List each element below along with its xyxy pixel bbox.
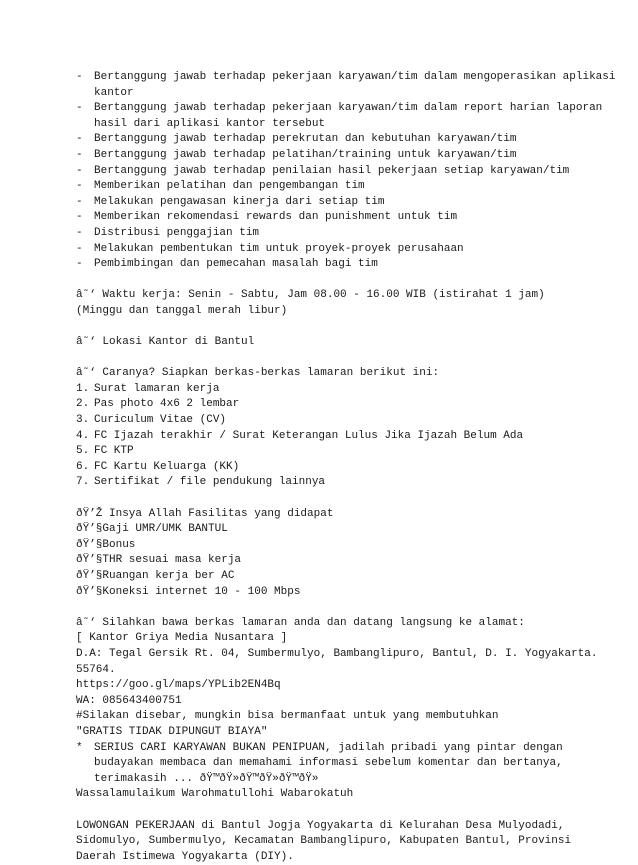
maps-link[interactable]: https://goo.gl/maps/YPLib2EN4Bq [76, 678, 616, 694]
list-item: - Pembimbingan dan pemecahan masalah bagi tim [76, 257, 616, 273]
list-item: - Melakukan pembentukan tim untuk proyek-proyek perusahaan [76, 242, 616, 258]
list-item: 3. Curiculum Vitae (CV) [76, 413, 616, 429]
work-time-line: â˜‘ Waktu kerja: Senin - Sabtu, Jam 08.00 - 16.00 WIB (istirahat 1 jam) [76, 288, 616, 304]
share-note: #Silakan disebar, mungkin bisa bermanfaat untuk yang membutuhkan [76, 709, 616, 725]
office-location: â˜‘ Lokasi Kantor di Bantul [76, 335, 616, 351]
list-item: 4. FC Ijazah terakhir / Surat Keterangan Lulus Jika Ijazah Belum Ada [76, 429, 616, 445]
list-item: 1. Surat lamaran kerja [76, 382, 616, 398]
requirements [76, 366, 616, 491]
company-address: D.A: Tegal Gersik Rt. 04, Sumbermulyo, Bambanglipuro, Bantul, D. I. Yogyakarta. 55764. [76, 647, 616, 678]
spacer [76, 273, 616, 289]
facility-item: ðŸ’§Gaji UMR/UMK BANTUL [76, 522, 616, 538]
list-item: - Bertanggung jawab terhadap pelatihan/training untuk karyawan/tim [76, 148, 616, 164]
list-item: 5. FC KTP [76, 444, 616, 460]
closing-greeting: Wassalamulaikum Warohmatullohi Wabarokatuh [76, 787, 616, 803]
work-time [76, 288, 616, 319]
footer-paragraph: LOWONGAN PEKERJAAN di Bantul Jogja Yogyakarta di Kelurahan Desa Mulyodadi, Sidomulyo, Sumbermulyo, Kecamatan Bambanglipuro, Kabupaten Bantul, Provinsi Daerah Istimewa Yogyakarta (DIY). [76, 819, 616, 865]
company-name: [ Kantor Griya Media Nusantara ] [76, 631, 616, 647]
list-item: - Melakukan pengawasan kinerja dari setiap tim [76, 195, 616, 211]
list-item: - Distribusi penggajian tim [76, 226, 616, 242]
facilities [76, 507, 616, 601]
facility-item: ðŸ’§Bonus [76, 538, 616, 554]
list-item: 2. Pas photo 4x6 2 lembar [76, 397, 616, 413]
list-item: 7. Sertifikat / file pendukung lainnya [76, 475, 616, 491]
spacer [76, 803, 616, 819]
facilities-intro: ðŸ’Ž Insya Allah Fasilitas yang didapat [76, 507, 616, 523]
list-item: - Memberikan pelatihan dan pengembangan tim [76, 179, 616, 195]
spacer [76, 600, 616, 616]
warning-note: * SERIUS CARI KARYAWAN BUKAN PENIPUAN, jadilah pribadi yang pintar dengan budayakan membaca dan memahami informasi sebelum komentar dan bertanya, terimakasih ... ðŸ™ðŸ»ðŸ™ðŸ»ðŸ™ðŸ» [76, 741, 616, 788]
holiday-note: (Minggu dan tanggal merah libur) [76, 304, 616, 320]
list-item: - Bertanggung jawab terhadap perekrutan dan kebutuhan karyawan/tim [76, 132, 616, 148]
list-item: - Bertanggung jawab terhadap pekerjaan karyawan/tim dalam mengoperasikan aplikasi kantor [76, 70, 616, 101]
spacer [76, 351, 616, 367]
list-item: 6. FC Kartu Keluarga (KK) [76, 460, 616, 476]
contact [76, 616, 616, 803]
whatsapp-number: WA: 085643400751 [76, 694, 616, 710]
document-body [76, 70, 616, 865]
spacer [76, 491, 616, 507]
facility-item: ðŸ’§Ruangan kerja ber AC [76, 569, 616, 585]
contact-intro: â˜‘ Silahkan bawa berkas lamaran anda dan datang langsung ke alamat: [76, 616, 616, 632]
facility-item: ðŸ’§THR sesuai masa kerja [76, 553, 616, 569]
list-item: - Bertanggung jawab terhadap penilaian hasil pekerjaan setiap karyawan/tim [76, 164, 616, 180]
facility-item: ðŸ’§Koneksi internet 10 - 100 Mbps [76, 585, 616, 601]
duties-list [76, 70, 616, 273]
spacer [76, 320, 616, 336]
free-note: "GRATIS TIDAK DIPUNGUT BIAYA" [76, 725, 616, 741]
list-item: - Memberikan rekomendasi rewards dan punishment untuk tim [76, 210, 616, 226]
list-item: - Bertanggung jawab terhadap pekerjaan karyawan/tim dalam report harian laporan hasil dari aplikasi kantor tersebut [76, 101, 616, 132]
requirements-intro: â˜‘ Caranya? Siapkan berkas-berkas lamaran berikut ini: [76, 366, 616, 382]
